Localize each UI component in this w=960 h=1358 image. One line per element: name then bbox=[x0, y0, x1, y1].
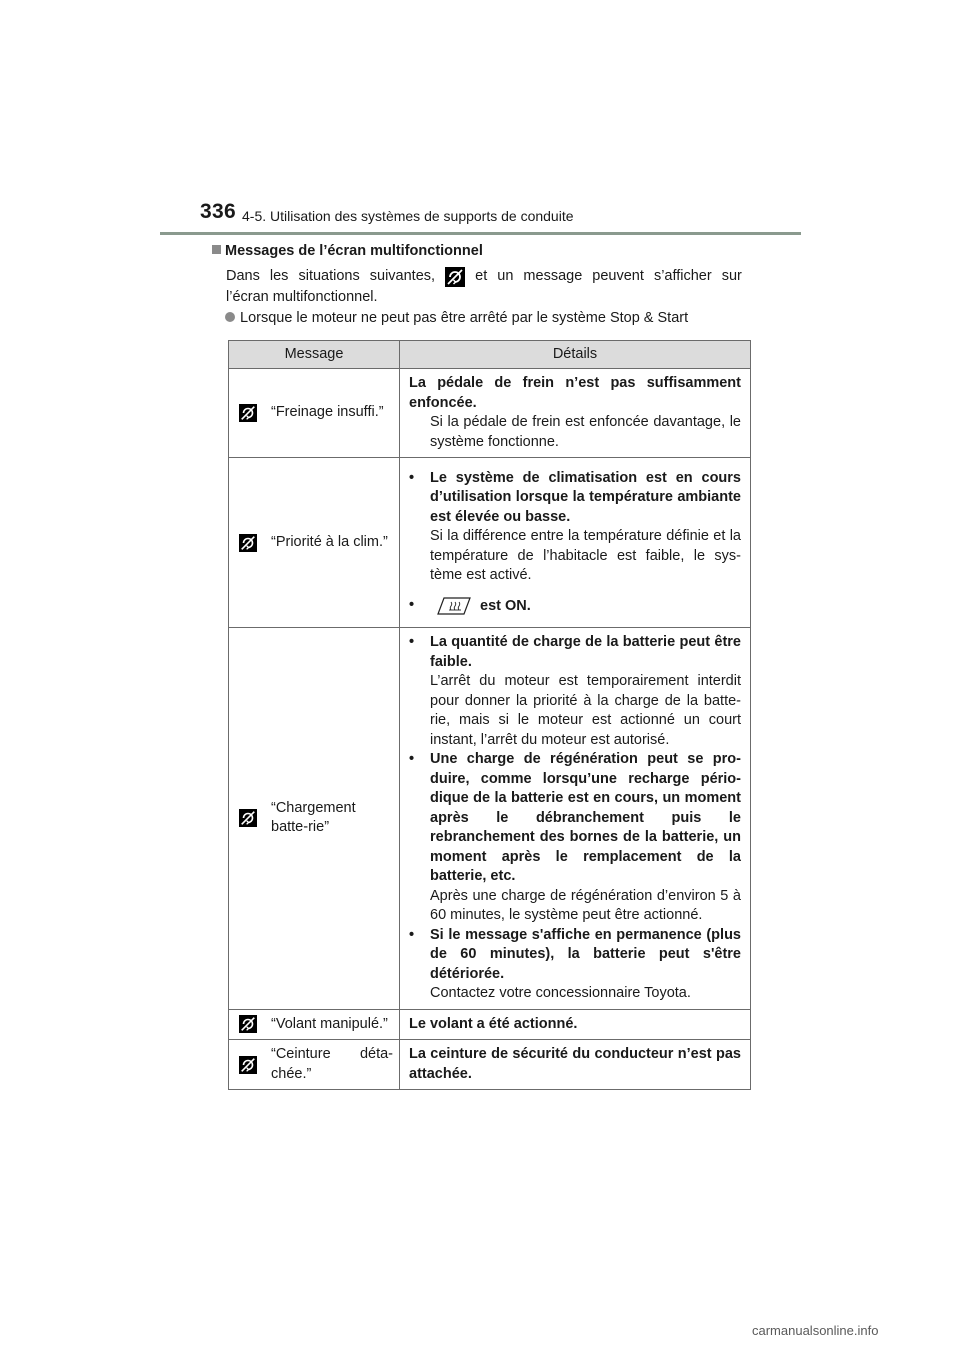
intro-line-2: l’écran multifonctionnel. bbox=[226, 289, 378, 305]
detail-bold: Le volant a été actionné. bbox=[409, 1015, 578, 1032]
intro-paragraph bbox=[226, 266, 742, 308]
message-text: “Chargement batte-rie” bbox=[271, 799, 356, 836]
detail-bullet: • Si le message s'affiche en permanence (plus de 60 minutes), la batterie peut s'être détériorée. Contactez votre concessionnaire Toyota. bbox=[409, 926, 741, 1004]
message-cell bbox=[229, 1009, 400, 1040]
detail-bold: Une charge de régénération peut se pro-duire, comme lorsqu’une recharge pério-dique de la batterie est en cours, un moment après le débranchement puis le rebranchement des bornes de la batterie, un moment après le remplacement de la batterie, etc. bbox=[430, 751, 741, 884]
table-row bbox=[229, 369, 751, 458]
stop-start-off-indicator-icon bbox=[239, 809, 257, 827]
table-row bbox=[229, 1009, 751, 1040]
section-heading-text: Messages de l’écran multifonctionnel bbox=[225, 243, 483, 259]
condition-bullet bbox=[225, 310, 688, 326]
page-number: 336 bbox=[200, 200, 236, 223]
message-line: chée.” bbox=[271, 1065, 312, 1082]
message-text: “Volant manipulé.” bbox=[271, 1015, 388, 1032]
intro-word: sur bbox=[721, 268, 742, 284]
details-cell bbox=[400, 628, 751, 1010]
intro-word: Dans bbox=[226, 268, 260, 284]
intro-word: et bbox=[475, 268, 488, 284]
detail-bold: La pédale de frein n’est pas suffisamment enfoncée. bbox=[409, 375, 741, 411]
detail-bold: Si le message s'affiche en permanence (plus de 60 minutes), la batterie peut s'être détériorée. bbox=[430, 926, 741, 982]
condition-text: Lorsque le moteur ne peut pas être arrêté par le système Stop & Start bbox=[240, 310, 689, 326]
detail-bold: La quantité de charge de la batterie peut être faible. bbox=[430, 634, 741, 670]
table-row bbox=[229, 458, 751, 628]
detail-text: Si la pédale de frein est enfoncée davantage, le système fonctionne. bbox=[430, 414, 741, 450]
details-cell bbox=[400, 1009, 751, 1040]
message-cell bbox=[229, 458, 400, 628]
detail-bold: La ceinture de sécurité du conducteur n’est pas attachée. bbox=[409, 1046, 741, 1082]
message-cell bbox=[229, 369, 400, 458]
watermark-footer: carmanualsonline.info bbox=[752, 1323, 879, 1338]
details-cell bbox=[400, 1040, 751, 1090]
detail-bullet: • est ON. bbox=[409, 596, 741, 616]
intro-word: peuvent bbox=[592, 268, 644, 284]
square-bullet-icon bbox=[212, 245, 221, 254]
column-header-message: Message bbox=[229, 341, 400, 369]
stop-start-off-indicator-icon bbox=[445, 267, 465, 287]
message-text: “Freinage insuffi.” bbox=[271, 404, 384, 421]
intro-word: situations bbox=[298, 268, 360, 284]
detail-text: L’arrêt du moteur est temporairement interdit pour donner la priorité à la charge de la batte-rie, mais si le moteur est actionné un court instant, l’arrêt du moteur est autorisé. bbox=[430, 673, 741, 748]
table-row bbox=[229, 628, 751, 1010]
detail-text: Après une charge de régénération d’environ 5 à 60 minutes, le système peut être actionné. bbox=[430, 887, 741, 923]
column-header-details: Détails bbox=[400, 341, 751, 369]
details-cell bbox=[400, 369, 751, 458]
message-line: “Ceinture déta- bbox=[271, 1046, 393, 1062]
section-title: 4-5. Utilisation des systèmes de supports de conduite bbox=[242, 208, 574, 224]
message-text bbox=[257, 1045, 399, 1084]
stop-start-off-indicator-icon bbox=[239, 534, 257, 552]
round-bullet-icon bbox=[225, 312, 235, 322]
details-cell bbox=[400, 458, 751, 628]
header-divider bbox=[160, 232, 801, 235]
messages-table bbox=[228, 340, 751, 1090]
intro-word: suivantes, bbox=[369, 268, 436, 284]
intro-word: un bbox=[497, 268, 514, 284]
detail-text: Contactez votre concessionnaire Toyota. bbox=[430, 985, 691, 1001]
detail-bullet: • Une charge de régénération peut se pro-duire, comme lorsqu’une recharge pério-dique de la batterie est en cours, un moment après le débranchement puis le rebranchement des bornes de la batterie, un moment après le remplacement de la batterie, etc. Après une charge de régénération d’environ 5 à 60 minutes, le système peut être actionné. bbox=[409, 750, 741, 926]
detail-bold: est ON. bbox=[480, 597, 531, 614]
stop-start-off-indicator-icon bbox=[239, 404, 257, 422]
message-cell bbox=[229, 1040, 400, 1090]
table-header-row bbox=[229, 341, 751, 369]
stop-start-off-indicator-icon bbox=[239, 1015, 257, 1033]
detail-bullet: • Le système de climatisation est en cours d’utilisation lorsque la température ambiante est élevée ou basse. Si la différence entre la température définie et la température de l’habitacle est faible, le sys-tème est activé. bbox=[409, 469, 741, 586]
detail-bold: Le système de climatisation est en cours d’utilisation lorsque la température ambiante est élevée ou basse. bbox=[430, 469, 741, 525]
stop-start-off-indicator-icon bbox=[239, 1056, 257, 1074]
detail-text: Si la différence entre la température définie et la température de l’habitacle est faible, le sys-tème est activé. bbox=[430, 528, 741, 584]
message-text: “Priorité à la clim.” bbox=[271, 533, 388, 550]
table-row bbox=[229, 1040, 751, 1090]
section-heading bbox=[212, 243, 483, 259]
message-cell bbox=[229, 628, 400, 1010]
defogger-switch-icon bbox=[434, 596, 474, 616]
detail-bullet: • La quantité de charge de la batterie peut être faible. L’arrêt du moteur est temporairement interdit pour donner la priorité à la charge de la batte-rie, mais si le moteur est actionné un court instant, l’arrêt du moteur est autorisé. bbox=[409, 633, 741, 750]
intro-line-1 bbox=[226, 266, 742, 287]
page-header bbox=[200, 200, 800, 236]
intro-word: s’afficher bbox=[653, 268, 712, 284]
intro-word: message bbox=[523, 268, 583, 284]
intro-word: les bbox=[269, 268, 289, 284]
